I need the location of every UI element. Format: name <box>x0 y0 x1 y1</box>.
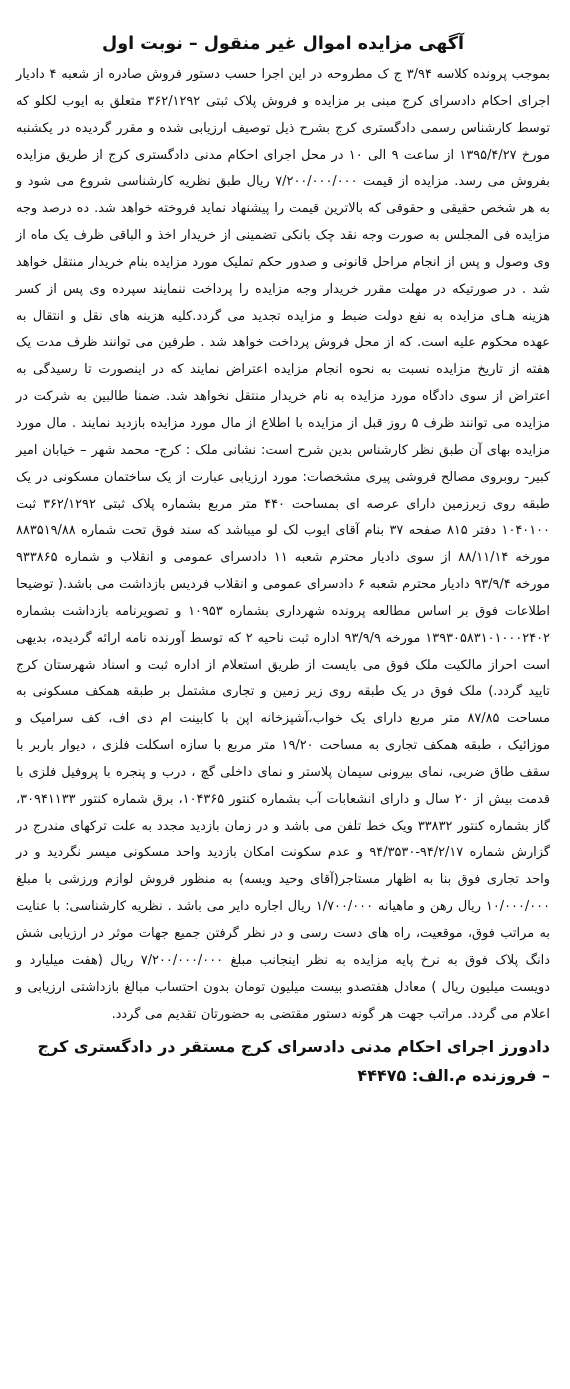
notice-footer <box>16 1032 550 1090</box>
footer-signatory: دادورز اجرای احکام مدنی دادسرای کرج مستقر در دادگستری کرج <box>37 1037 550 1057</box>
footer-reference: – فروزنده م.الف: ۴۴۴۷۵ <box>357 1066 550 1086</box>
notice-body: بموجب پرونده کلاسه ۳/۹۴ ج ک مطروحه در این اجرا حسب دستور فروش صادره از شعبه ۴ دادیار اجرای احکام دادسرای کرج مبنی بر مزایده و فروش پلاک ثبتی ۳۶۲/۱۲۹۲ متعلق به ایوب لکلو که توسط کارشناس رسمی دادگستری کرج بشرح ذیل توصیف ارزیابی شده و مقرر گردیده در یکشنبه مورخ ۱۳۹۵/۴/۲۷ از ساعت ۹ الی ۱۰ در محل اجرای احکام مدنی دادگستری کرج از طریق مزایده بفروش می رسد. مزایده از قیمت ۷/۲۰۰/۰۰۰/۰۰۰ ریال طبق نظریه کارشناسی شروع می شود و به هر شخص حقیقی و حقوقی که بالاترین قیمت را پیشنهاد نماید فروخته خواهد شد. ده درصد وجه مزایده فی المجلس به صورت وجه نقد چک بانکی تضمینی از خریدار اخذ و الباقی ظرف یک ماه از وی وصول و پس از انجام مراحل قانونی و صدور حکم تملیک مورد مزایده بنام خریدار منتقل خواهد شد . در صورتیکه در مهلت مقرر خریدار وجه مزایده را پرداخت ننمایند سپرده وی پس از کسر هزینه هـای مزایده به نفع دولت ضبط و مزایده تجدید می گردد.کلیه هزینه های نقل و انتقال به عهده محکوم علیه است. که از محل فروش پرداخت خواهد شد . طرفین می توانند ظرف مدت یک هفته از تاریخ مزایده نسبت به نحوه انجام مزایده اعتراض نمایند که در اینصورت تا رسیدگی به اعتراض از سوی دادگاه مورد مزایده به نام خریدار منتقل نخواهد شد. ضمنا طالبین به شرکت در مزایده می توانند ظرف ۵ روز قبل از مزایده با اطلاع از مال مورد مزایده بازدید نمایند . مال مورد مزایده بهای آن طبق نظر کارشناس بدین شرح است: نشانی ملک : کرج- محمد شهر – خیابان امیر کبیر- روبروی مصالح فروشی پیری مشخصات: مورد ارزیابی عبارت از یک ساختمان مسکونی در یک طبقه روی زیرزمین دارای عرصه ای بمساحت ۴۴۰ متر مربع بشماره پلاک ثبتی ۳۶۲/۱۲۹۲ ثبت ۱۰۴۰۱۰۰ دفتر ۸۱۵ صفحه ۳۷ بنام آقای ایوب لک لو میباشد که سند فوق تحت شماره ۸۸۳۵۱۹/۸۸ مورخه ۸۸/۱۱/۱۴ از سوی دادیار محترم شعبه ۱۱ دادسرای عمومی و انقلاب و شماره ۹۳۳۸۶۵ مورخه ۹۳/۹/۴ دادیار محترم شعبه ۶ دادسرای عمومی و انقلاب فردیس بازداشت می باشد.( توضیحا اطلاعات فوق بر اساس مطالعه پرونده شهرداری بشماره ۱۰۹۵۳ و تصویرنامه بازداشت بشماره ۱۳۹۳۰۵۸۳۱۰۱۰۰۰۲۴۰۲ مورخه ۹۳/۹/۹ اداره ثبت ناحیه ۲ که توسط آورنده نامه ارائه گردیده، بدیهی است احراز مالکیت ملک فوق می بایست از طریق استعلام از اداره ثبت و اسناد شهرستان کرج تایید گردد.) ملک فوق در یک طبقه روی زیر زمین و تجاری مشتمل بر طبقه همکف مسکونی به مساحت ۸۷/۸۵ متر مربع دارای یک خواب،آشپزخانه اپن با کابینت ام دی اف، کف سرامیک و موزائیک ، طبقه همکف تجاری به مساحت ۱۹/۲۰ متر مربع با سازه اسکلت فلزی ، دیوار باربر با سقف طاق ضربی، نمای بیرونی سیمان پلاستر و نمای داخلی گچ ، درب و پنجره با پروفیل فلزی با قدمت بیش از ۲۰ سال و دارای انشعابات آب بشماره کنتور ۱۰۴۳۶۵، برق شماره کنتور ۳۰۹۴۱۱۳۳، گاز بشماره کنتور ۳۳۸۳۲ ویک خط تلفن می باشد و در زمان بازدید مجدد به علت ترکهای مندرج در گزارش شماره ۹۴/۲/۱۷-۹۴/۳۵۳۰ و عدم سکونت امکان بازدید واحد مسکونی میسر نگردید و در واحد تجاری فوق بنا به اظهار مستاجر(آقای وحید ویسه) به منظور فروش لوازم ورزشی با مبلغ ۱۰/۰۰۰/۰۰۰ ریال رهن و ماهیانه ۱/۷۰۰/۰۰۰ ریال اجاره دایر می باشد . نظریه کارشناسی: با عنایت به مراتب فوق، موقعیت، راه های دست رسی و در نظر گرفتن جمیع جهات موثر در ارزیابی شش دانگ پلاک فوق به نرخ پایه مزایده به نظر اینجانب مبلغ ۷/۲۰۰/۰۰۰/۰۰۰ ریال (هفت میلیارد و دویست میلیون ریال ) معادل هفتصدو بیست میلیون تومان بدون احتساب مبالغ بازداشتی ارزیابی و اعلام می گردد. مراتب جهت هر گونه دستور مقتضی به حضورتان تقدیم می گردد. <box>16 67 551 1022</box>
notice-title: آگهی مزایده اموال غیر منقول – نوبت اول <box>102 34 464 54</box>
